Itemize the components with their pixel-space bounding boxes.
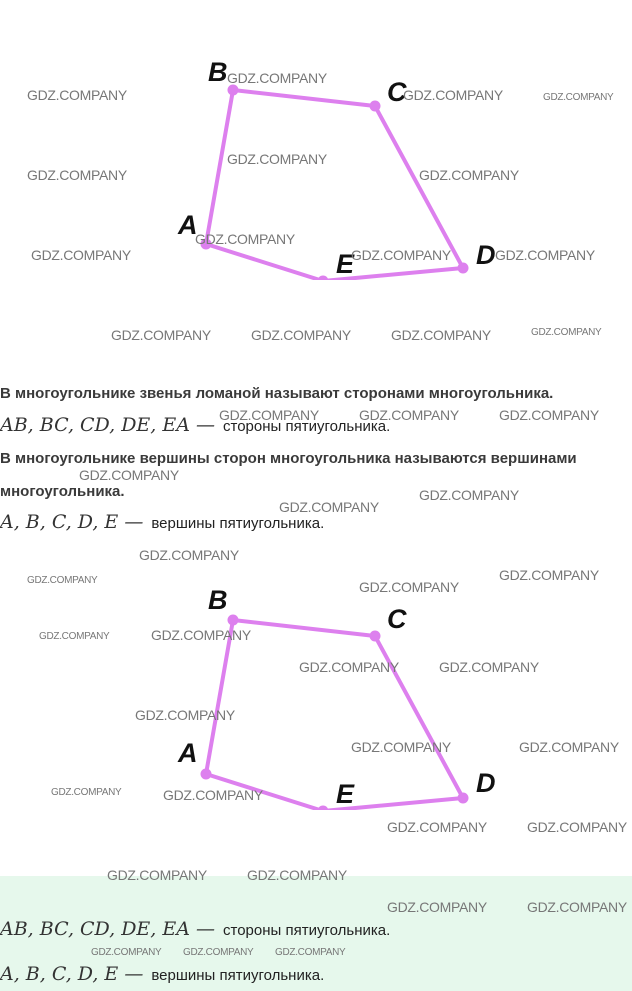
watermark: GDZ.COMPANY — [27, 575, 98, 586]
watermark: GDZ.COMPANY — [419, 167, 519, 183]
vertex-label-b: B — [208, 585, 228, 615]
vertex-label-e: E — [336, 249, 355, 279]
answer-vertices-math: A, B, C, D, E — — [0, 963, 144, 985]
pentagon-figure-1 — [0, 0, 632, 280]
definition-sides: В многоугольнике звенья ломаной называют сторонами многоугольника. — [0, 385, 554, 402]
vertex-label-c: C — [387, 604, 407, 634]
watermark: GDZ.COMPANY — [139, 547, 239, 563]
vertex-dot-d — [458, 263, 469, 274]
watermark: GDZ.COMPANY — [403, 87, 503, 103]
watermark: GDZ.COMPANY — [247, 867, 347, 883]
watermark: GDZ.COMPANY — [31, 247, 131, 263]
watermark: GDZ.COMPANY — [135, 707, 235, 723]
vertex-dot-c — [370, 101, 381, 112]
vertex-label-d: D — [476, 240, 496, 270]
watermark: GDZ.COMPANY — [439, 659, 539, 675]
vertex-dot-a — [201, 769, 212, 780]
vertex-label-d: D — [476, 768, 496, 798]
watermark: GDZ.COMPANY — [51, 787, 122, 798]
vertex-label-b: B — [208, 57, 228, 87]
watermark: GDZ.COMPANY — [27, 87, 127, 103]
vertex-dot-b — [228, 85, 239, 96]
watermark: GDZ.COMPANY — [351, 739, 451, 755]
definition-vertices-line2: многоугольника. — [0, 483, 125, 500]
watermark: GDZ.COMPANY — [419, 487, 519, 503]
watermark: GDZ.COMPANY — [195, 231, 295, 247]
watermark: GDZ.COMPANY — [183, 947, 254, 958]
answer-sides-math: AB, BC, CD, DE, EA — — [0, 918, 216, 940]
vertices-text: вершины пятиугольника. — [151, 515, 325, 532]
watermark: GDZ.COMPANY — [219, 407, 319, 423]
watermark: GDZ.COMPANY — [499, 407, 599, 423]
watermark: GDZ.COMPANY — [151, 627, 251, 643]
watermark: GDZ.COMPANY — [391, 327, 491, 343]
vertex-label-a: A — [178, 738, 198, 768]
answer-sides-line — [0, 918, 390, 940]
watermark: GDZ.COMPANY — [275, 947, 346, 958]
sides-text: стороны пятиугольника. — [223, 418, 391, 435]
vertex-dot-e — [318, 806, 329, 811]
watermark: GDZ.COMPANY — [111, 327, 211, 343]
vertices-math: A, B, C, D, E — — [0, 511, 144, 533]
definition-vertices-line1: В многоугольнике вершины сторон многоугольника называются вершинами — [0, 450, 577, 467]
watermark: GDZ.COMPANY — [163, 787, 263, 803]
watermark: GDZ.COMPANY — [351, 247, 451, 263]
watermark: GDZ.COMPANY — [279, 499, 379, 515]
sides-math: AB, BC, CD, DE, EA — — [0, 414, 216, 436]
vertex-dot-c — [370, 631, 381, 642]
watermark: GDZ.COMPANY — [227, 70, 327, 86]
vertex-label-c: C — [387, 77, 407, 107]
watermark: GDZ.COMPANY — [499, 567, 599, 583]
watermark: GDZ.COMPANY — [531, 327, 602, 338]
answer-vertices-line — [0, 963, 324, 985]
watermark: GDZ.COMPANY — [227, 151, 327, 167]
answer-sides-text: стороны пятиугольника. — [223, 922, 391, 939]
watermark: GDZ.COMPANY — [387, 819, 487, 835]
watermark: GDZ.COMPANY — [79, 467, 179, 483]
watermark: GDZ.COMPANY — [91, 947, 162, 958]
watermark: GDZ.COMPANY — [27, 167, 127, 183]
watermark: GDZ.COMPANY — [527, 899, 627, 915]
watermark: GDZ.COMPANY — [387, 899, 487, 915]
vertex-label-e: E — [336, 779, 355, 809]
watermark: GDZ.COMPANY — [543, 92, 614, 103]
watermark: GDZ.COMPANY — [299, 659, 399, 675]
vertex-dot-d — [458, 793, 469, 804]
watermark: GDZ.COMPANY — [495, 247, 595, 263]
watermark: GDZ.COMPANY — [359, 407, 459, 423]
vertex-dot-e — [318, 276, 329, 281]
pentagon-outline — [206, 620, 463, 810]
answer-box — [0, 876, 632, 991]
watermark: GDZ.COMPANY — [519, 739, 619, 755]
sides-line — [0, 414, 390, 436]
vertex-dot-b — [228, 615, 239, 626]
watermark: GDZ.COMPANY — [359, 579, 459, 595]
vertices-line — [0, 511, 324, 533]
watermark: GDZ.COMPANY — [107, 867, 207, 883]
watermark: GDZ.COMPANY — [527, 819, 627, 835]
answer-vertices-text: вершины пятиугольника. — [151, 967, 325, 984]
vertex-label-a: A — [178, 210, 198, 240]
watermark: GDZ.COMPANY — [39, 631, 110, 642]
watermark: GDZ.COMPANY — [251, 327, 351, 343]
